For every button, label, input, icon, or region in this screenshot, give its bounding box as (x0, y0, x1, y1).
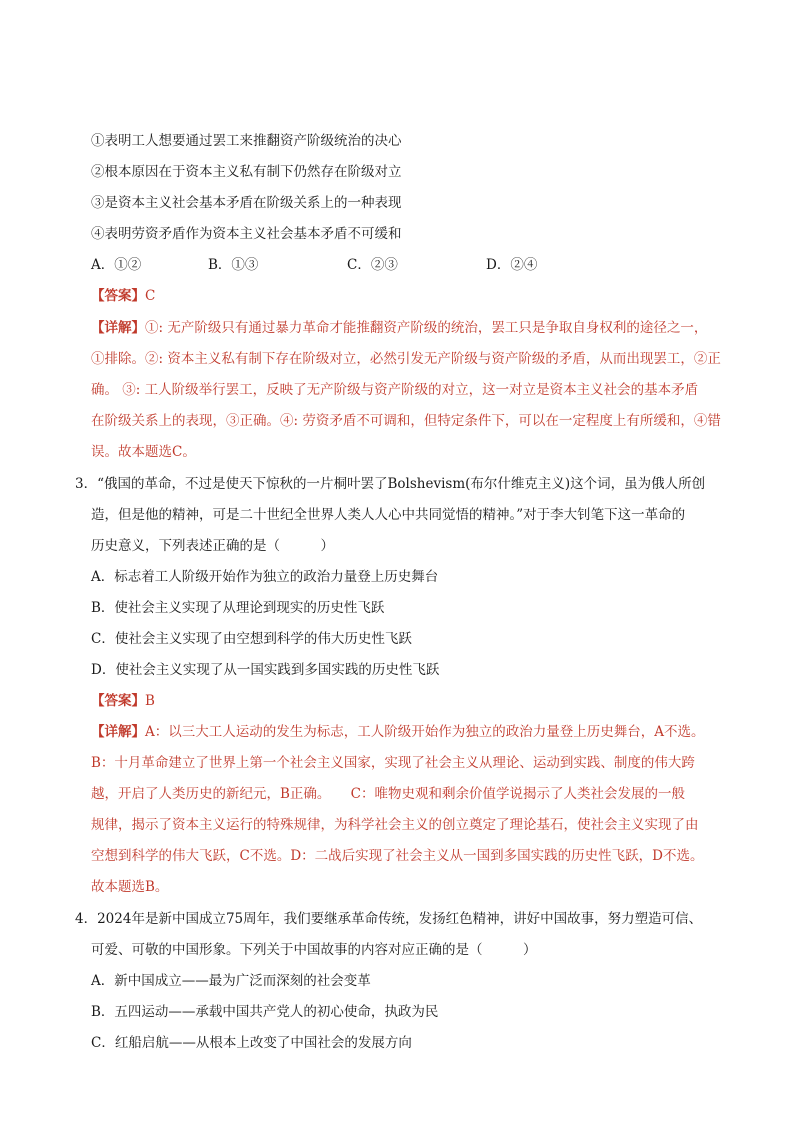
explanation-tag: 【详解】 (91, 724, 145, 740)
answer-line (91, 691, 155, 711)
explanation-text: A：以三大工人运动的发生为标志，工人阶级开始作为独立的政治力量登上历史舞台，A不选。 (145, 724, 705, 740)
statement-4: ④表明劳资矛盾作为资本主义社会基本矛盾不可缓和 (91, 226, 402, 242)
answer-line (91, 286, 155, 306)
explanation-line: ①排除。②: 资本主义私有制下存在阶级对立，必然引发无产阶级与资产阶级的矛盾，从而出现罢工，②正 (91, 351, 721, 367)
question-3-stem: 造，但是他的精神，可是二十世纪全世界人类人人心中共同觉悟的精神。”对于李大钊笔下这一革命的 (91, 507, 686, 523)
explanation-line: 越，开启了人类历史的新纪元，B正确。 C：唯物史观和剩余价值学说揭示了人类社会发展的一般 (91, 786, 685, 802)
explanation-line: 确。 ③: 工人阶级举行罢工，反映了无产阶级与资产阶级的对立，这一对立是资本主义社会的基本矛盾 (91, 382, 699, 398)
answer-value: C (145, 288, 156, 304)
option-b: B．①③ (208, 257, 259, 273)
statement-2: ②根本原因在于资本主义私有制下仍然存在阶级对立 (91, 164, 402, 180)
option-c: C．②③ (347, 257, 398, 273)
answer-tag: 【答案】 (91, 288, 145, 304)
explanation-line: 误。故本题选C。 (91, 444, 196, 460)
question-4-stem: 4．2024年是新中国成立75周年，我们要继承革命传统，发扬红色精神，讲好中国故事，努力塑造可信、 (75, 911, 703, 927)
explanation-tag: 【详解】 (91, 320, 145, 336)
statement-1: ①表明工人想要通过罢工来推翻资产阶级统治的决心 (91, 133, 402, 149)
statement-3: ③是资本主义社会基本矛盾在阶级关系上的一种表现 (91, 195, 402, 211)
explanation-line: 空想到科学的伟大飞跃，C不选。D：二战后实现了社会主义从一国到多国实践的历史性飞跃，D不选。 (91, 848, 704, 864)
explanation-line (91, 318, 707, 338)
answer-value: B (145, 693, 155, 709)
question-3-stem: 3．“俄国的革命，不过是使天下惊秋的一片桐叶罢了Bolshevism(布尔什维克主义)这个词，虽为俄人所创 (75, 476, 706, 492)
question-3-stem: 历史意义，下列表述正确的是（ ） (91, 538, 334, 554)
explanation-line: B：十月革命建立了世界上第一个社会主义国家，实现了社会主义从理论、运动到实践、制度的伟大跨 (91, 755, 695, 771)
explanation-text: ①: 无产阶级只有通过暴力革命才能推翻资产阶级的统治，罢工只是争取自身权利的途径之一， (145, 320, 708, 336)
explanation-line (91, 722, 705, 742)
answer-tag: 【答案】 (91, 693, 145, 709)
explanation-line: 故本题选B。 (91, 879, 169, 895)
option-c: C．使社会主义实现了由空想到科学的伟大历史性飞跃 (91, 631, 412, 647)
option-a: A．①② (91, 257, 142, 273)
option-c: C．红船启航——从根本上改变了中国社会的发展方向 (91, 1035, 412, 1051)
option-d: D．使社会主义实现了从一国实践到多国实践的历史性飞跃 (91, 662, 440, 678)
option-a: A．标志着工人阶级开始作为独立的政治力量登上历史舞台 (91, 569, 439, 585)
explanation-line: 规律，揭示了资本主义运行的特殊规律，为科学社会主义的创立奠定了理论基石，使社会主义实现了由 (91, 817, 699, 833)
explanation-line: 在阶级关系上的表现，③正确。④: 劳资矛盾不可调和，但特定条件下，可以在一定程度上有所缓和，④错 (91, 413, 721, 429)
option-d: D．②④ (486, 257, 538, 273)
option-a: A．新中国成立——最为广泛而深刻的社会变革 (91, 973, 371, 989)
option-b: B．使社会主义实现了从理论到现实的历史性飞跃 (91, 600, 385, 616)
question-4-stem: 可爱、可敬的中国形象。下列关于中国故事的内容对应正确的是（ ） (91, 942, 537, 958)
option-b: B．五四运动——承载中国共产党人的初心使命，执政为民 (91, 1004, 439, 1020)
